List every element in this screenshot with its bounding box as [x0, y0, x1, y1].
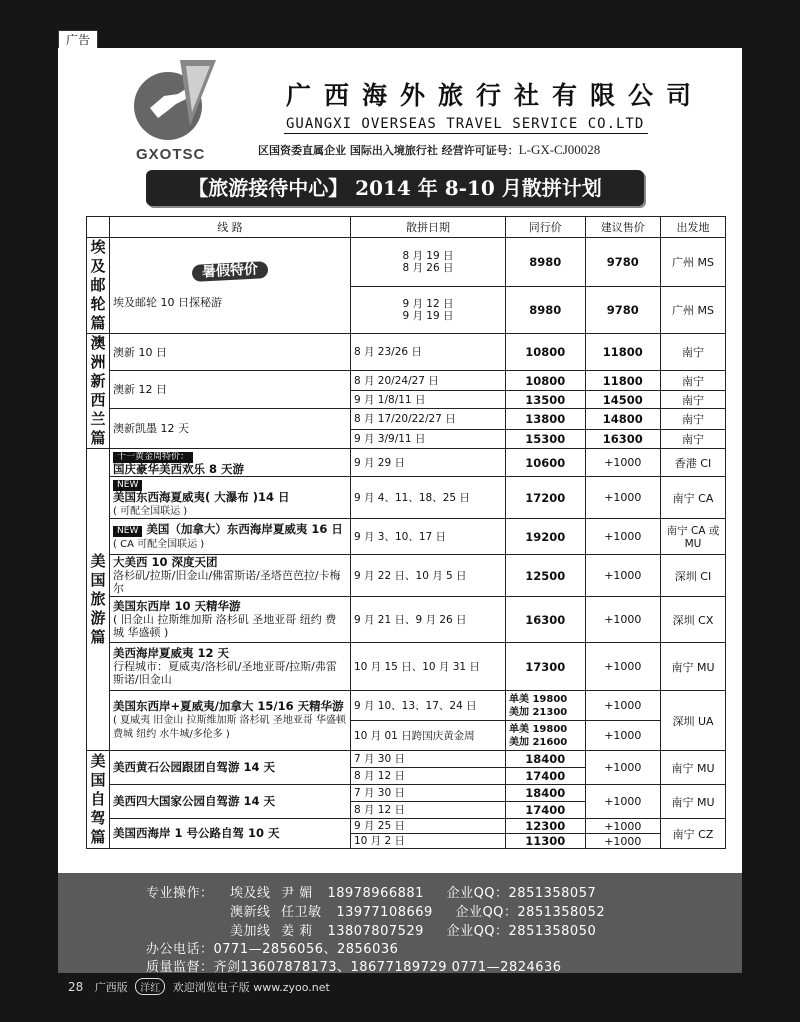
- route-cell: [110, 449, 351, 477]
- date-cell: 9 月 29 日: [350, 449, 505, 477]
- date-cell: 9 月 4、11、18、25 日: [350, 477, 505, 519]
- route-cell: [110, 819, 351, 849]
- contact-name: 任卫敏: [281, 905, 322, 920]
- contact-row: [230, 901, 605, 920]
- new-badge: NEW: [113, 526, 142, 537]
- departure: 南宁 MU: [661, 785, 726, 819]
- route-cell: [110, 238, 351, 334]
- route-cell: [110, 519, 351, 555]
- route-name: 国庆豪华美西欢乐 8 天游: [113, 462, 245, 476]
- date-cell: 8 月 12 日: [350, 768, 505, 785]
- date-cell: 9 月 3、10、17 日: [350, 519, 505, 555]
- peer-price-us: 单美 19800: [508, 693, 568, 705]
- contact-row: [230, 920, 596, 939]
- retail-price: +1000: [585, 449, 660, 477]
- date-cell: 9 月 12 日 9 月 19 日: [350, 287, 505, 334]
- qq-number: 2851358057: [508, 886, 597, 901]
- retail-price: +1000: [585, 555, 660, 597]
- schedule-table: [86, 216, 726, 849]
- page-number: 28: [68, 980, 84, 994]
- table-row: [87, 519, 726, 555]
- departure: 南宁 MU: [661, 643, 726, 691]
- company-subtitle: [258, 142, 600, 158]
- golden-week-badge: 十一黄金周特价：: [113, 452, 193, 463]
- date-cell: 8 月 12 日: [350, 802, 505, 819]
- date-cell: 7 月 30 日: [350, 751, 505, 768]
- publication-logo: 洋红: [135, 978, 165, 995]
- departure: 广州 MS: [661, 287, 726, 334]
- retail-price: +1000: [585, 834, 660, 849]
- peer-price: 19200: [505, 519, 585, 555]
- contact-line: 埃及线: [230, 886, 271, 901]
- route-note: ( 可配全国联运 ): [113, 506, 188, 517]
- office-phone: 办公电话：0771—2856056、2856036: [146, 942, 399, 957]
- retail-price: +1000: [585, 819, 660, 834]
- date-cell: 9 月 25 日: [350, 819, 505, 834]
- category-drive: 美国自驾篇: [87, 751, 110, 849]
- retail-price: +1000: [585, 691, 660, 721]
- route-name: 澳新 10 日: [110, 334, 351, 371]
- route-cell: [110, 477, 351, 519]
- retail-price: +1000: [585, 751, 660, 785]
- departure: 南宁 CZ: [661, 819, 726, 849]
- route-detail: 行程城市：夏威夷/洛杉矶/圣地亚哥/拉斯/弗雷斯诺/旧金山: [113, 660, 337, 686]
- retail-price: +1000: [585, 519, 660, 555]
- table-row: [87, 238, 726, 287]
- retail-price: 11800: [585, 334, 660, 371]
- contact-footer: [58, 873, 742, 973]
- route-name: 大美西 10 深度天团: [113, 555, 218, 569]
- logo-text: GXOTSC: [136, 146, 206, 163]
- departure: 深圳 UA: [661, 691, 726, 751]
- departure: 南宁: [661, 391, 726, 409]
- departure: 南宁: [661, 371, 726, 391]
- schedule-banner: 【旅游接待中心】 2014 年 8-10 月散拼计划: [146, 170, 644, 206]
- company-logo: [130, 56, 230, 163]
- category-anz: 澳洲新西兰篇: [87, 334, 110, 449]
- departure: 南宁: [661, 334, 726, 371]
- date-cell: 10 月 01 日跨国庆黄金周: [350, 721, 505, 751]
- peer-price: 12300: [505, 819, 585, 834]
- peer-price: 8980: [505, 238, 585, 287]
- table-row: [87, 691, 726, 721]
- peer-price: 18400: [505, 751, 585, 768]
- departure: 香港 CI: [661, 449, 726, 477]
- contact-line: 美加线: [230, 924, 271, 939]
- peer-price: 13800: [505, 409, 585, 430]
- peer-price: 10800: [505, 371, 585, 391]
- header-from: 出发地: [661, 217, 726, 238]
- route-cell: [110, 555, 351, 597]
- contact-phone: 13807807529: [327, 924, 424, 939]
- retail-price: +1000: [585, 597, 660, 643]
- departure: 南宁: [661, 409, 726, 430]
- contact-phone: 18978966881: [327, 886, 424, 901]
- company-name-cn: 广西海外旅行社有限公司: [286, 81, 705, 110]
- peer-price-usca: 美加 21300: [508, 706, 568, 718]
- table-row: [87, 785, 726, 802]
- table-row: [87, 334, 726, 371]
- peer-price-usca: 美加 21600: [508, 736, 568, 748]
- peer-price: [505, 691, 585, 721]
- ad-tag: 广告: [58, 30, 98, 50]
- retail-price: 16300: [585, 430, 660, 449]
- peer-price: 15300: [505, 430, 585, 449]
- date-cell: 8 月 23/26 日: [350, 334, 505, 371]
- advertisement-page: [58, 48, 742, 973]
- table-row: [87, 597, 726, 643]
- date-cell: 10 月 2 日: [350, 834, 505, 849]
- peer-price: 10600: [505, 449, 585, 477]
- retail-price: 9780: [585, 238, 660, 287]
- quality-supervision: 质量监督：齐剑13607878173、18677189729 0771—2824636: [146, 960, 562, 975]
- date-cell: 9 月 22 日、10 月 5 日: [350, 555, 505, 597]
- route-detail: 洛杉矶/拉斯/旧金山/佛雷斯诺/圣塔芭芭拉/卡梅尔: [113, 569, 341, 595]
- route-name: 美国东西岸+夏威夷/加拿大 15/16 天精华游: [113, 699, 344, 713]
- departure: 广州 MS: [661, 238, 726, 287]
- table-row: [87, 371, 726, 391]
- date-cell: 10 月 15 日、10 月 31 日: [350, 643, 505, 691]
- subtitle-text: 区国资委直属企业 国际出入境旅行社 经营许可证号：: [258, 144, 519, 157]
- contact-phone: 13977108669: [336, 905, 433, 920]
- route-name: 美西黄石公园跟团自驾游 14 天: [113, 760, 276, 774]
- route-name: 埃及邮轮 10 日探秘游: [113, 295, 223, 309]
- peer-price: 8980: [505, 287, 585, 334]
- peer-price: [505, 721, 585, 751]
- qq-label: 企业QQ：: [455, 905, 518, 920]
- route-detail: ( 旧金山 拉斯维加斯 洛杉矶 圣地亚哥 纽约 费城 华盛顿 ): [113, 613, 337, 639]
- retail-price: +1000: [585, 721, 660, 751]
- category-egypt: 埃及邮轮篇: [87, 238, 110, 334]
- header-date: 散拼日期: [350, 217, 505, 238]
- peer-price: 17300: [505, 643, 585, 691]
- license-number: L-GX-CJ00028: [518, 142, 601, 157]
- peer-price: 11300: [505, 834, 585, 849]
- route-cell: [110, 597, 351, 643]
- peer-price: 10800: [505, 334, 585, 371]
- peer-price: 12500: [505, 555, 585, 597]
- contact-line: 澳新线: [230, 905, 271, 920]
- date-cell: 8 月 17/20/22/27 日: [350, 409, 505, 430]
- ops-label: 专业操作：: [146, 886, 214, 901]
- contact-row: [230, 882, 596, 901]
- route-name: 澳新凯墨 12 天: [110, 409, 351, 449]
- summer-special-sticker: 暑假特价: [192, 261, 269, 282]
- new-badge: NEW: [113, 480, 142, 491]
- date-cell: 9 月 1/8/11 日: [350, 391, 505, 409]
- departure: 南宁: [661, 430, 726, 449]
- departure: 南宁 CA 或 MU: [661, 519, 726, 555]
- table-row: [87, 555, 726, 597]
- contact-name: 姜 莉: [281, 924, 313, 939]
- route-cell: [110, 643, 351, 691]
- header-cat: [87, 217, 110, 238]
- peer-price: 16300: [505, 597, 585, 643]
- route-name: 美国（加拿大）东西海岸夏威夷 16 日: [146, 521, 343, 536]
- table-header-row: [87, 217, 726, 238]
- retail-price: +1000: [585, 643, 660, 691]
- date-cell: 7 月 30 日: [350, 785, 505, 802]
- qq-label: 企业QQ：: [446, 886, 509, 901]
- table-row: [87, 449, 726, 477]
- retail-price: 14500: [585, 391, 660, 409]
- peer-price: 13500: [505, 391, 585, 409]
- peer-price: 17400: [505, 768, 585, 785]
- route-name: 美西四大国家公园自驾游 14 天: [113, 794, 276, 808]
- route-note: ( CA 可配全国联运 ): [113, 538, 205, 550]
- table-row: [87, 751, 726, 768]
- table-row: [87, 643, 726, 691]
- retail-price: +1000: [585, 785, 660, 819]
- retail-price: +1000: [585, 477, 660, 519]
- peer-price: 17400: [505, 802, 585, 819]
- qq-number: 2851358050: [508, 924, 597, 939]
- route-cell: [110, 751, 351, 785]
- page-footer: [68, 978, 330, 995]
- date-cell: 8 月 20/24/27 日: [350, 371, 505, 391]
- category-usa: 美国旅游篇: [87, 449, 110, 751]
- contact-name: 尹 媚: [281, 886, 313, 901]
- route-cell: [110, 785, 351, 819]
- route-name: 美国西海岸 1 号公路自驾 10 天: [113, 826, 280, 840]
- retail-price: 11800: [585, 371, 660, 391]
- departure: 深圳 CI: [661, 555, 726, 597]
- departure: 南宁 MU: [661, 751, 726, 785]
- qq-label: 企业QQ：: [446, 924, 509, 939]
- route-name: 澳新 12 日: [110, 371, 351, 409]
- header-route: 线 路: [110, 217, 351, 238]
- route-name: 美西海岸夏威夷 12 天: [113, 646, 230, 660]
- departure: 南宁 CA: [661, 477, 726, 519]
- route-cell: [110, 691, 351, 751]
- peer-price-us: 单美 19800: [508, 723, 568, 735]
- departure: 深圳 CX: [661, 597, 726, 643]
- header-peer: 同行价: [505, 217, 585, 238]
- date-cell: 8 月 19 日 8 月 26 日: [350, 238, 505, 287]
- route-name: 美国东西岸 10 天精华游: [113, 599, 241, 613]
- peer-price: 18400: [505, 785, 585, 802]
- table-row: [87, 819, 726, 834]
- header-retail: 建议售价: [585, 217, 660, 238]
- horse-emblem-icon: [130, 56, 220, 146]
- date-cell: 9 月 10、13、17、24 日: [350, 691, 505, 721]
- retail-price: 14800: [585, 409, 660, 430]
- company-name-en: GUANGXI OVERSEAS TRAVEL SERVICE CO.LTD: [284, 116, 648, 134]
- qq-number: 2851358052: [517, 905, 606, 920]
- section-name: 广西版: [94, 981, 128, 994]
- route-detail: ( 夏威夷 旧金山 拉斯维加斯 洛杉矶 圣地亚哥 华盛顿 费城 纽约 水牛城/多伦多 ): [113, 715, 347, 740]
- date-cell: 9 月 3/9/11 日: [350, 430, 505, 449]
- retail-price: 9780: [585, 287, 660, 334]
- table-row: [87, 477, 726, 519]
- peer-price: 17200: [505, 477, 585, 519]
- table-row: [87, 409, 726, 430]
- date-cell: 9 月 21 日、9 月 26 日: [350, 597, 505, 643]
- website-text: 欢迎浏览电子版 www.zyoo.net: [172, 981, 330, 994]
- route-name: 美国东西海夏威夷( 大瀑布 )14 日: [113, 490, 290, 504]
